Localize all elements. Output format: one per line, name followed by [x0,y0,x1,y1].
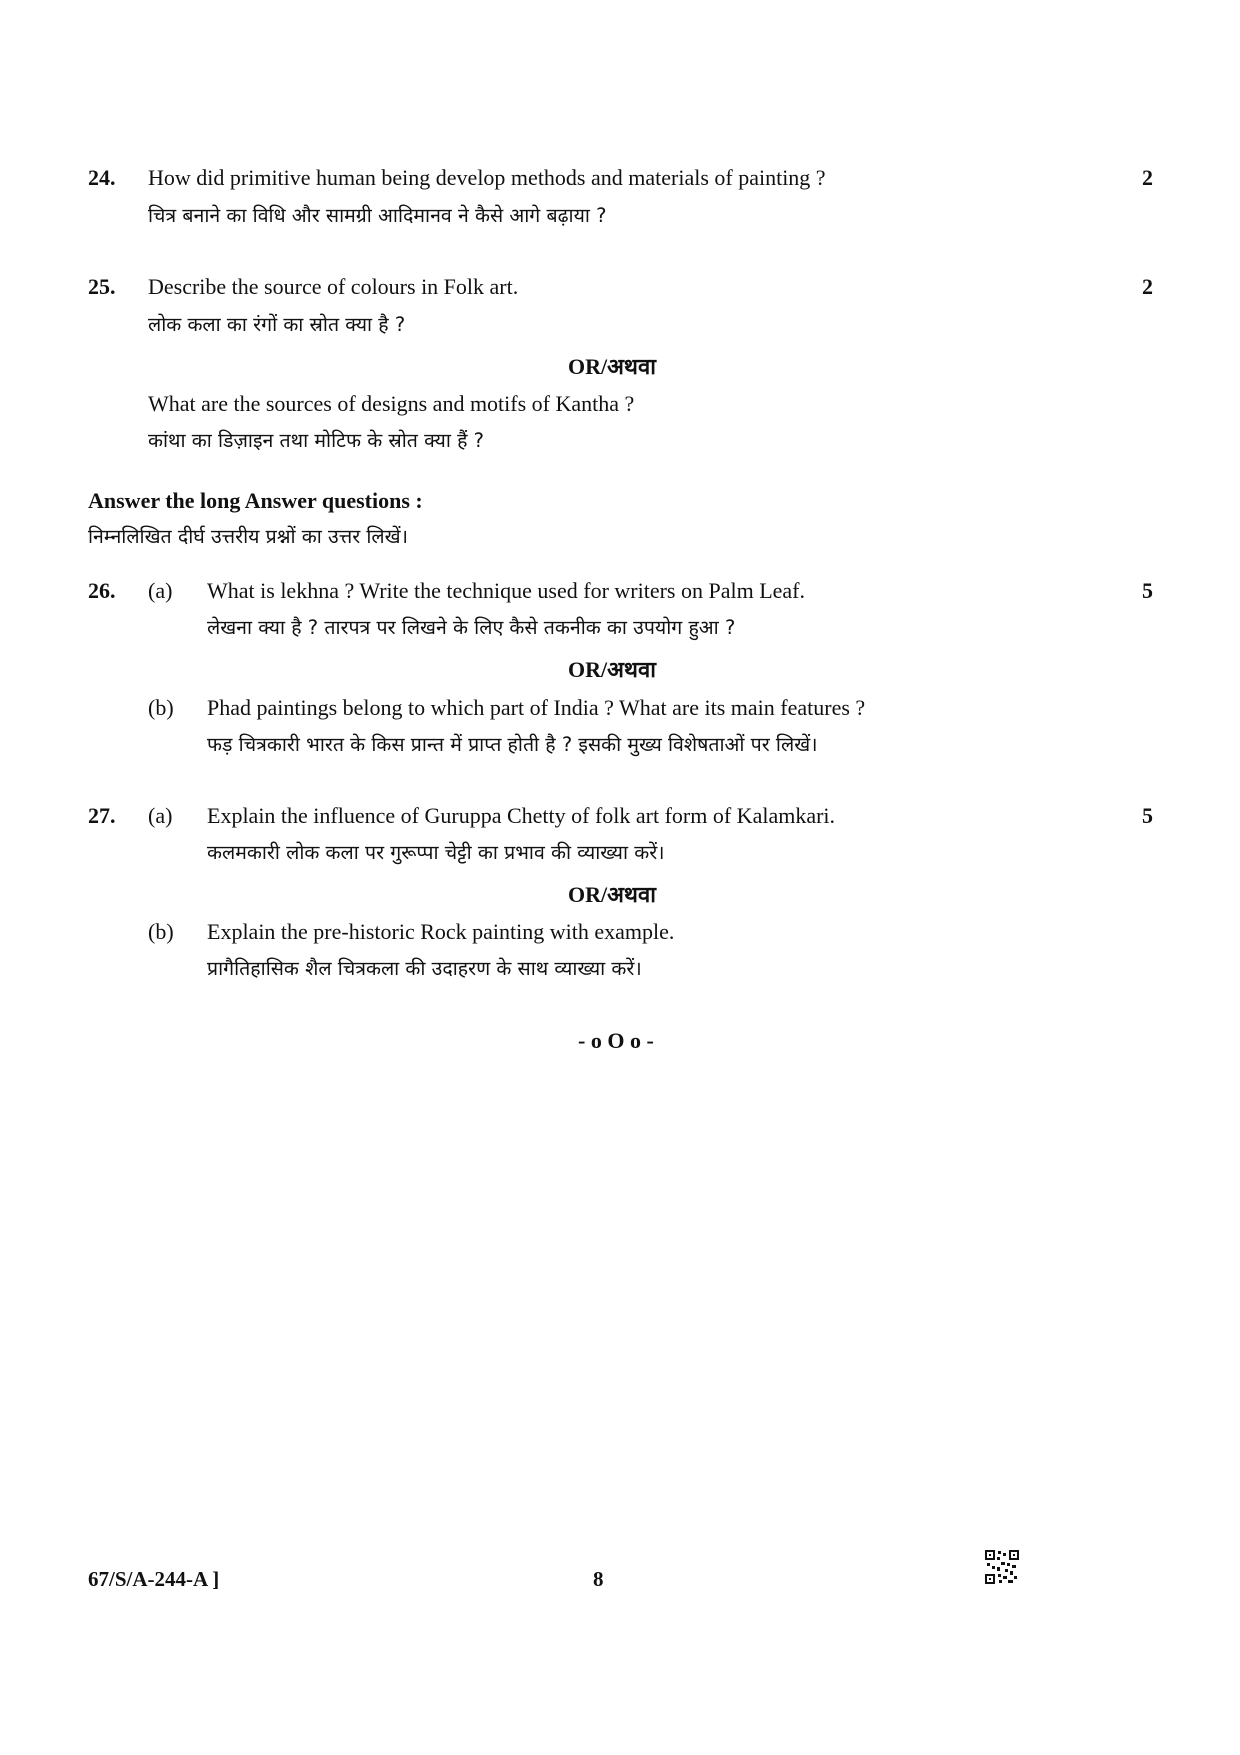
question-25-hindi: लोक कला का रंगों का स्रोत क्या है ? [148,313,406,336]
question-26-b-label: (b) [148,695,174,720]
question-25-english: Describe the source of colours in Folk art. [148,274,519,299]
question-26-a-english: What is lekhna ? Write the technique used for writers on Palm Leaf. [207,578,806,603]
question-27-a-english: Explain the influence of Guruppa Chetty of folk art form of Kalamkari. [207,803,836,828]
question-24-hindi: चित्र बनाने का विधि और सामग्री आदिमानव ने कैसे आगे बढ़ाया ? [148,204,607,227]
question-27-b-label: (b) [148,919,174,944]
question-26-b-hindi: फड़ चित्रकारी भारत के किस प्रान्त में प्राप्त होती है ? इसकी मुख्य विशेषताओं पर लिखें। [207,733,818,756]
qr-code-icon [985,1550,1019,1584]
question-25-alt-english: What are the sources of designs and motifs of Kantha ? [148,391,635,416]
section-heading-hindi: निम्नलिखित दीर्घ उत्तरीय प्रश्नों का उत्तर लिखें। [88,525,408,548]
question-25-or-label: OR/अथवा [568,354,656,379]
question-27-number: 27. [88,803,116,828]
question-26-marks: 5 [1142,578,1153,603]
question-26-b-english: Phad paintings belong to which part of India ? What are its main features ? [207,695,866,720]
question-27-b-english: Explain the pre-historic Rock painting with example. [207,919,675,944]
question-27-a-hindi: कलमकारी लोक कला पर गुरूप्पा चेट्टी का प्रभाव की व्याख्या करें। [207,841,665,864]
question-27-marks: 5 [1142,803,1153,828]
question-27-b-hindi: प्रागैतिहासिक शैल चित्रकला की उदाहरण के साथ व्याख्या करें। [207,957,642,980]
question-25-alt-hindi: कांथा का डिज़ाइन तथा मोटिफ के स्रोत क्या हैं ? [148,429,485,452]
question-26-number: 26. [88,578,116,603]
question-27-or-label: OR/अथवा [568,882,656,907]
question-27-a-label: (a) [148,803,173,828]
question-26-a-hindi: लेखना क्या है ? तारपत्र पर लिखने के लिए कैसे तकनीक का उपयोग हुआ ? [207,616,736,639]
paper-code: 67/S/A-244-A ] [88,1567,220,1591]
end-marker: - o O o - [578,1028,654,1053]
question-26-a-label: (a) [148,578,173,603]
question-25-number: 25. [88,274,116,299]
question-26-or-label: OR/अथवा [568,657,656,682]
page-number: 8 [593,1567,604,1591]
question-24-english: How did primitive human being develop methods and materials of painting ? [148,165,826,190]
question-25-marks: 2 [1142,274,1153,299]
question-24-marks: 2 [1142,165,1153,190]
section-heading-english: Answer the long Answer questions : [88,488,423,513]
question-24-number: 24. [88,165,116,190]
